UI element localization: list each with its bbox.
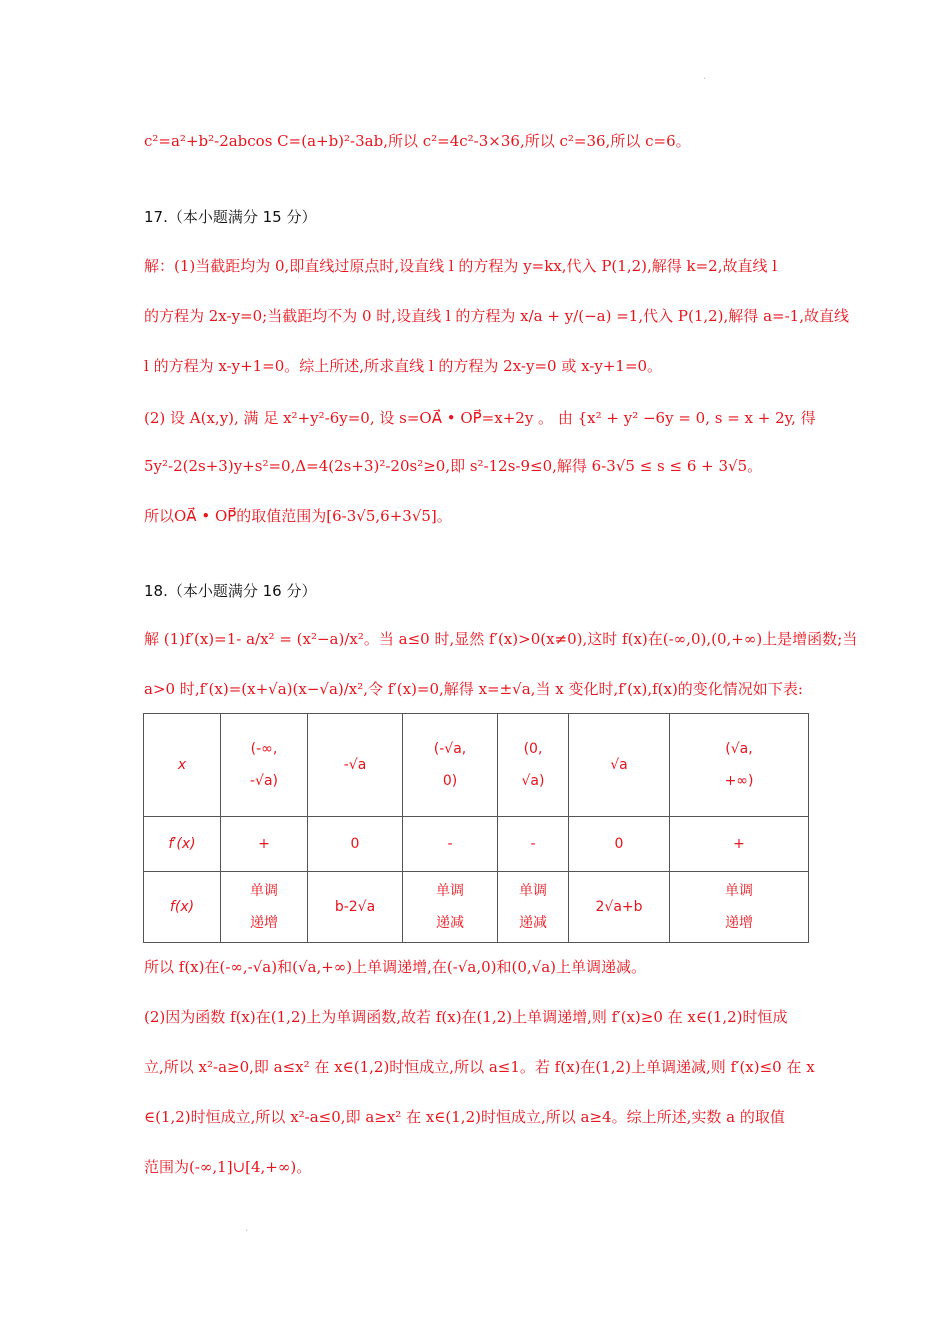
table-cell: + — [670, 817, 809, 872]
table-cell: -√a — [308, 714, 403, 817]
table-cell: x — [144, 714, 221, 817]
q17-line-2: 的方程为 2x-y=0;当截距均不为 0 时,设直线 l 的方程为 x/a + y/(−a) =1,代入 P(1,2),解得 a=-1,故直线 — [144, 307, 849, 325]
table-row-x — [144, 714, 809, 817]
cosine-law-line: c²=a²+b²-2abcos C=(a+b)²-3ab,所以 c²=4c²-3×36,所以 c²=36,所以 c=6。 — [144, 132, 691, 150]
q17-line-5: 5y²-2(2s+3)y+s²=0,Δ=4(2s+3)²-20s²≥0,即 s²-12s-9≤0,解得 6-3√5 ≤ s ≤ 6 + 3√5。 — [144, 457, 763, 475]
table-cell: (-√a, 0) — [403, 714, 498, 817]
table-row-derivative — [144, 817, 809, 872]
table-cell: 单调 递减 — [403, 872, 498, 943]
variation-table — [143, 713, 809, 943]
table-cell: 2√a+b — [569, 872, 670, 943]
table-cell: (√a, +∞) — [670, 714, 809, 817]
corner-mark: · — [703, 74, 707, 85]
table-cell: - — [403, 817, 498, 872]
table-cell: 0 — [569, 817, 670, 872]
q17-line-1: 解：(1)当截距均为 0,即直线过原点时,设直线 l 的方程为 y=kx,代入 P(1,2),解得 k=2,故直线 l — [144, 257, 778, 275]
q18-line-3: 所以 f(x)在(-∞,-√a)和(√a,+∞)上单调递增,在(-√a,0)和(0,√a)上单调递减。 — [144, 958, 646, 976]
q18-line-2: a>0 时,f′(x)=(x+√a)(x−√a)/x²,令 f′(x)=0,解得 x=±√a,当 x 变化时,f′(x),f(x)的变化情况如下表: — [144, 680, 803, 698]
table-cell: √a — [569, 714, 670, 817]
table-cell: (0, √a) — [498, 714, 569, 817]
table-cell: b-2√a — [308, 872, 403, 943]
q17-heading: 17.（本小题满分 15 分） — [144, 208, 317, 226]
q17-line-6: 所以OA⃗ • OP⃗的取值范围为[6-3√5,6+3√5]。 — [144, 507, 452, 525]
table-cell: 单调 递增 — [670, 872, 809, 943]
table-cell: - — [498, 817, 569, 872]
table-cell: (-∞, -√a) — [221, 714, 308, 817]
table-cell: 单调 递减 — [498, 872, 569, 943]
q17-line-4: (2) 设 A(x,y), 满 足 x²+y²-6y=0, 设 s=OA⃗ • OP⃗=x+2y 。 由 {x² + y² −6y = 0, s = x + 2y, 得 — [144, 409, 816, 427]
table-cell: f′(x) — [144, 817, 221, 872]
table-cell: 0 — [308, 817, 403, 872]
q18-heading: 18.（本小题满分 16 分） — [144, 582, 317, 600]
q18-line-7: 范围为(-∞,1]∪[4,+∞)。 — [144, 1158, 312, 1176]
q18-line-6: ∈(1,2)时恒成立,所以 x²-a≤0,即 a≥x² 在 x∈(1,2)时恒成立,所以 a≥4。综上所述,实数 a 的取值 — [144, 1108, 785, 1126]
table-cell: + — [221, 817, 308, 872]
q17-line-3: l 的方程为 x-y+1=0。综上所述,所求直线 l 的方程为 2x-y=0 或 x-y+1=0。 — [144, 357, 663, 375]
q18-line-1: 解 (1)f′(x)=1- a/x² = (x²−a)/x²。当 a≤0 时,显然 f′(x)>0(x≠0),这时 f(x)在(-∞,0),(0,+∞)上是增函数;当 — [144, 630, 858, 648]
table-cell: f(x) — [144, 872, 221, 943]
table-row-function — [144, 872, 809, 943]
q18-line-5: 立,所以 x²-a≥0,即 a≤x² 在 x∈(1,2)时恒成立,所以 a≤1。若 f(x)在(1,2)上单调递减,则 f′(x)≤0 在 x — [144, 1058, 815, 1076]
table-cell: 单调 递增 — [221, 872, 308, 943]
q18-line-4: (2)因为函数 f(x)在(1,2)上为单调函数,故若 f(x)在(1,2)上单调递增,则 f′(x)≥0 在 x∈(1,2)时恒成 — [144, 1008, 788, 1026]
bottom-mark: · — [245, 1226, 249, 1237]
